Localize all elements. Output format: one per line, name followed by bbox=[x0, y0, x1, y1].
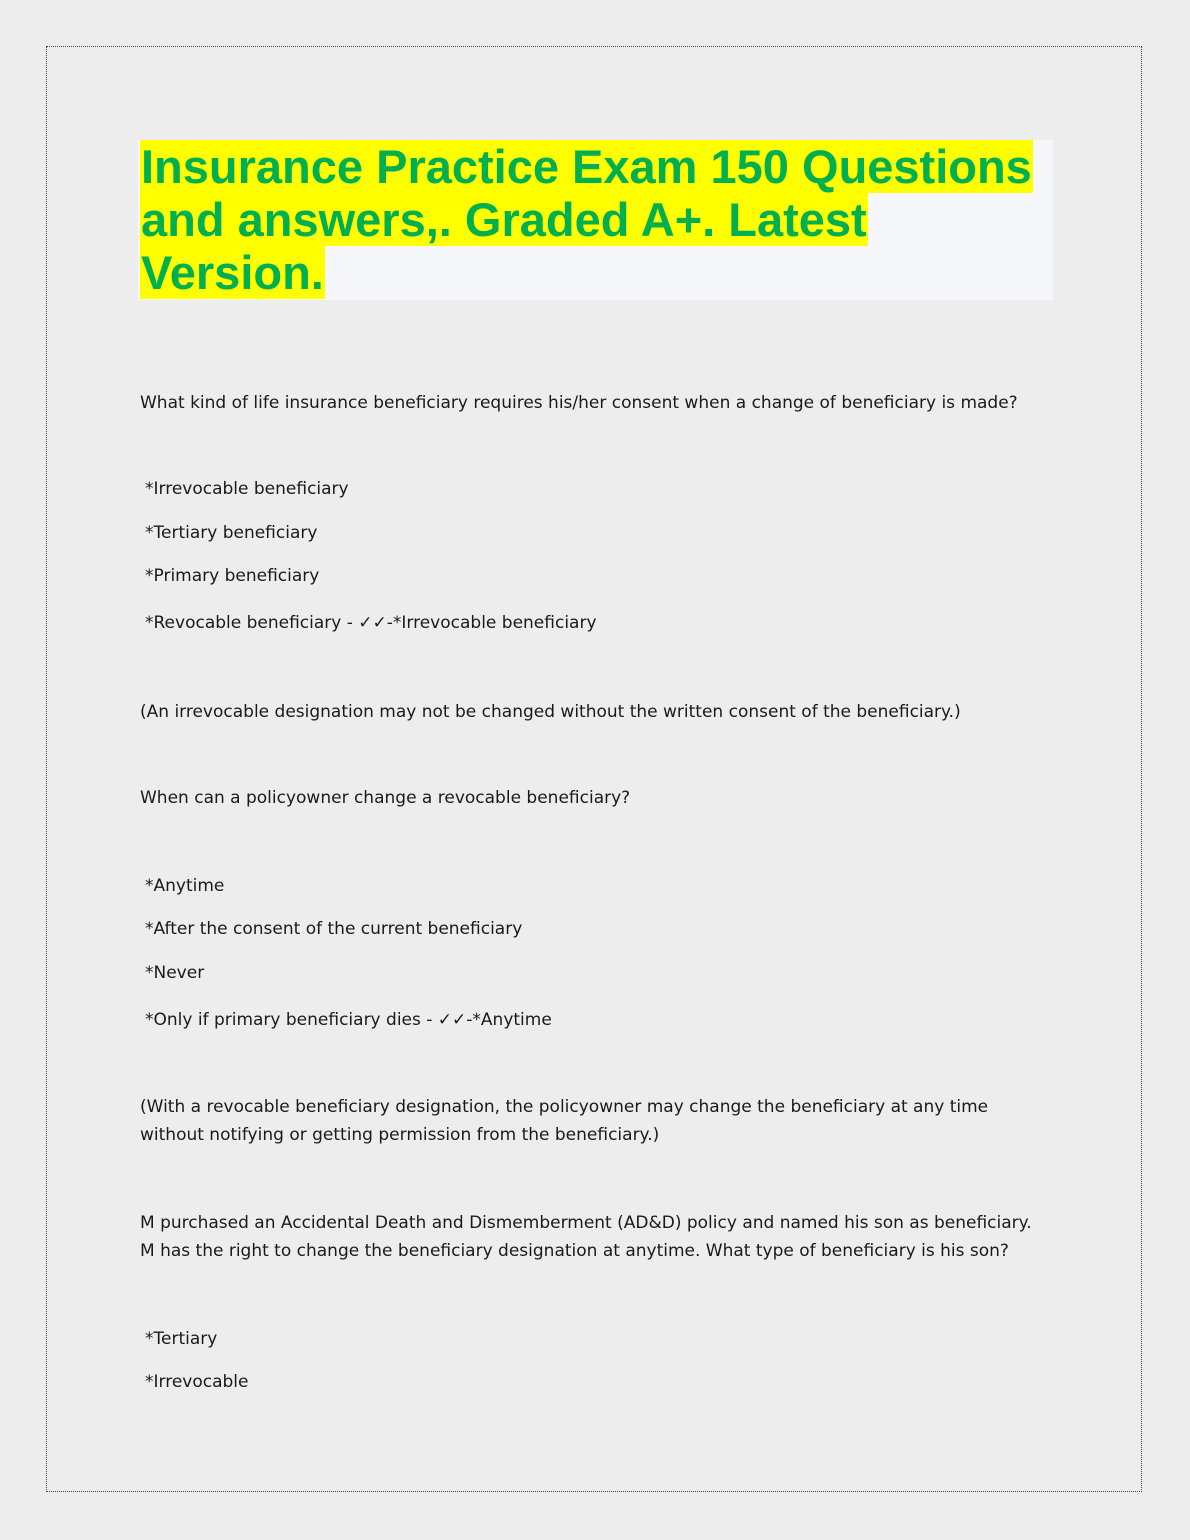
question-1-text: What kind of life insurance beneficiary requires his/her consent when a change of beneficiary is made? bbox=[140, 393, 1018, 413]
question-1-option-4-answer: *Revocable beneficiary - ✓✓-*Irrevocable beneficiary bbox=[145, 613, 597, 633]
question-2-explanation-line-1: (With a revocable beneficiary designation, the policyowner may change the beneficiary at any time bbox=[140, 1097, 989, 1117]
question-2-option-1: *Anytime bbox=[145, 876, 225, 896]
question-3-text-line-1: M purchased an Accidental Death and Dismemberment (AD&D) policy and named his son as beneficiary. bbox=[140, 1213, 1032, 1233]
question-1-option-3: *Primary beneficiary bbox=[145, 566, 320, 586]
question-3-option-2: *Irrevocable bbox=[145, 1372, 249, 1392]
title-line-3: Version. bbox=[141, 246, 324, 299]
question-1-option-2: *Tertiary beneficiary bbox=[145, 523, 318, 543]
question-1-option-1: *Irrevocable beneficiary bbox=[145, 479, 349, 499]
question-2-option-3: *Never bbox=[145, 963, 205, 983]
document-title bbox=[140, 140, 1040, 299]
title-line-2: and answers,. Graded A+. Latest bbox=[141, 193, 867, 246]
title-line-1: Insurance Practice Exam 150 Questions bbox=[141, 140, 1032, 193]
question-1-explanation: (An irrevocable designation may not be changed without the written consent of the beneficiary.) bbox=[140, 702, 961, 722]
question-2-option-2: *After the consent of the current beneficiary bbox=[145, 919, 523, 939]
question-3-text-line-2: M has the right to change the beneficiary designation at anytime. What type of beneficiary is his son? bbox=[140, 1241, 1009, 1261]
question-2-option-4-answer: *Only if primary beneficiary dies - ✓✓-*Anytime bbox=[145, 1010, 552, 1030]
question-2-text: When can a policyowner change a revocable beneficiary? bbox=[140, 788, 631, 808]
question-2-explanation-line-2: without notifying or getting permission from the beneficiary.) bbox=[140, 1125, 660, 1145]
question-3-option-1: *Tertiary bbox=[145, 1329, 218, 1349]
